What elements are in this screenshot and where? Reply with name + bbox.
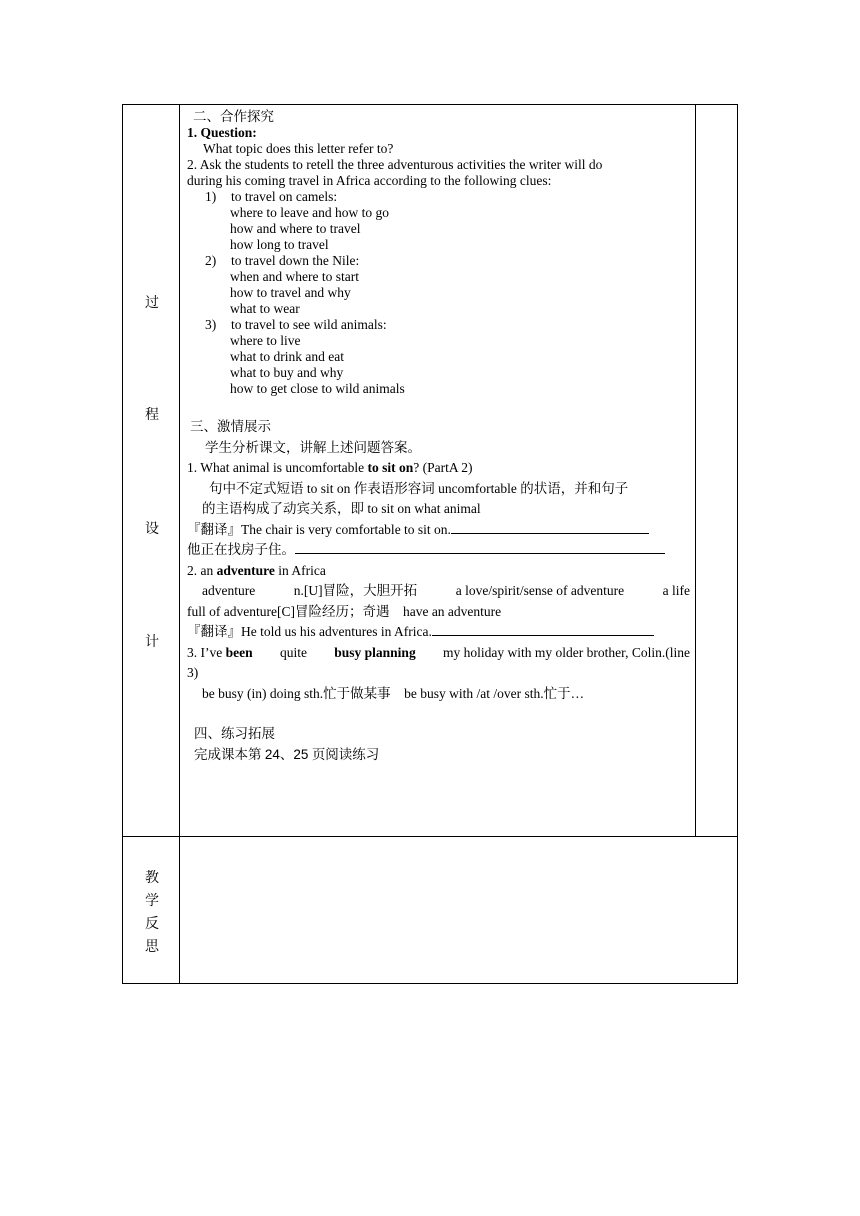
section2-heading: 二、合作探究 xyxy=(193,109,274,124)
question2-line1: 2. Ask the students to retell the three adventurous activities the writer will do xyxy=(187,157,603,172)
clue-line: where to live xyxy=(230,333,301,348)
point3-note: be busy (in) doing sth.忙于做某事 be busy with /at /over sth.忙于… xyxy=(202,685,585,701)
point3-line2: 3) xyxy=(187,665,199,680)
label-char: 学 xyxy=(145,894,159,909)
clue-line: how and where to travel xyxy=(230,221,361,236)
label-char: 设 xyxy=(145,522,159,537)
point2-definition: full of adventure[C]冒险经历；奇遇 have an adventure xyxy=(187,603,502,619)
point2-definition: adventure n.[U]冒险，大胆开拓 a love/spirit/sense of adventure a life xyxy=(202,583,690,598)
section3-heading: 三、激情展示 xyxy=(190,419,271,434)
point1-note: 句中不定式短语 to sit on 作表语形容词 uncomfortable 的状语，并和句子 xyxy=(209,480,629,496)
question1-label: 1. Question: xyxy=(187,125,257,140)
clue-line: what to buy and why xyxy=(230,365,344,380)
clue-line: how to travel and why xyxy=(230,285,351,300)
clue-line: what to wear xyxy=(230,301,300,316)
point3: 3. I’ve been quite busy planning my holiday with my older brother, Colin.(line xyxy=(187,644,690,660)
point1: 1. What animal is uncomfortable to sit on? (PartA 2) xyxy=(187,460,473,475)
clue-line: how long to travel xyxy=(230,237,329,252)
label-char: 计 xyxy=(145,635,159,650)
clue-line: when and where to start xyxy=(230,269,359,284)
clue-list xyxy=(187,189,690,397)
clue-line: where to leave and how to go xyxy=(230,205,389,220)
question2-line2: during his coming travel in Africa according to the following clues: xyxy=(187,173,552,188)
point2: 2. an adventure in Africa xyxy=(187,562,326,578)
section3-intro: 学生分析课文，讲解上述问题答案。 xyxy=(205,439,421,455)
label-char: 反 xyxy=(145,917,159,932)
label-char: 过 xyxy=(145,296,159,311)
point1-translation: 『翻译』The chair is very comfortable to sit on. xyxy=(187,520,690,541)
clue-item: 1) to travel on camels: xyxy=(205,189,338,204)
point1-translation: 他正在找房子住。 xyxy=(187,540,690,561)
clue-line: what to drink and eat xyxy=(230,349,344,364)
point2-translation: 『翻译』He told us his adventures in Africa. xyxy=(187,622,690,643)
section4-task: 完成课本第 24、25 页阅读练习 xyxy=(194,746,380,762)
process-content xyxy=(187,109,690,765)
question1-text: What topic does this letter refer to? xyxy=(203,141,394,156)
section4-heading: 四、练习拓展 xyxy=(194,726,275,741)
label-char: 教 xyxy=(145,871,159,886)
clue-line: how to get close to wild animals xyxy=(230,381,405,396)
clue-item: 2) to travel down the Nile: xyxy=(205,253,360,268)
point1-note: 的主语构成了动宾关系，即 to sit on what animal xyxy=(202,501,481,516)
clue-item: 3) to travel to see wild animals: xyxy=(205,317,387,332)
label-char: 程 xyxy=(145,408,159,423)
label-char: 思 xyxy=(145,940,159,955)
